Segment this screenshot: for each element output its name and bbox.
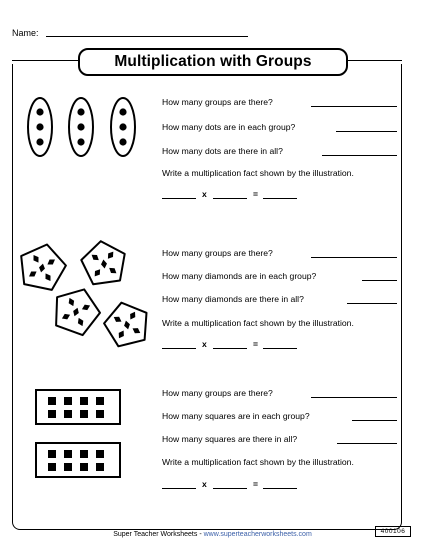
diamond-groups-illustration — [21, 241, 146, 346]
answer-line[interactable] — [322, 155, 397, 156]
footer-separator: - — [197, 531, 204, 538]
dot-groups-illustration — [28, 98, 135, 156]
times-sign: x — [202, 479, 207, 489]
diamond-group — [81, 241, 124, 284]
answer-line[interactable] — [337, 443, 397, 444]
footer-url-link[interactable]: www.superteacherworksheets.com — [203, 531, 312, 538]
fact-blank[interactable] — [213, 348, 247, 349]
answer-line[interactable] — [311, 257, 397, 258]
answer-line[interactable] — [347, 303, 397, 304]
times-sign: x — [202, 339, 207, 349]
question-fact: Write a multiplication fact shown by the illustration. — [162, 457, 354, 467]
question-per-group: How many squares are in each group? — [162, 411, 310, 421]
fact-blank[interactable] — [162, 488, 196, 489]
diamond-group — [56, 289, 100, 335]
answer-line[interactable] — [352, 420, 397, 421]
dot-group — [28, 98, 52, 156]
worksheet-code: 400106 — [375, 526, 411, 537]
fact-blank[interactable] — [162, 198, 196, 199]
fact-blank[interactable] — [263, 348, 297, 349]
page-title: Multiplication with Groups — [78, 48, 348, 76]
diamond-group — [21, 245, 66, 290]
square-group — [36, 390, 120, 424]
question-per-group: How many dots are in each group? — [162, 122, 296, 132]
dot-group — [111, 98, 135, 156]
equals-sign: = — [253, 189, 259, 199]
question-total: How many squares are there in all? — [162, 434, 298, 444]
times-sign: x — [202, 189, 207, 199]
answer-line[interactable] — [311, 106, 397, 107]
question-groups: How many groups are there? — [162, 248, 273, 258]
question-groups: How many groups are there? — [162, 97, 273, 107]
footer — [0, 531, 425, 538]
question-total: How many dots are there in all? — [162, 146, 283, 156]
question-per-group: How many diamonds are in each group? — [162, 271, 317, 281]
fact-blank[interactable] — [263, 488, 297, 489]
answer-line[interactable] — [311, 397, 397, 398]
equals-sign: = — [253, 479, 259, 489]
question-fact: Write a multiplication fact shown by the illustration. — [162, 168, 354, 178]
name-label: Name: — [12, 28, 39, 38]
answer-line[interactable] — [362, 280, 397, 281]
dot-group — [69, 98, 93, 156]
fact-blank[interactable] — [263, 198, 297, 199]
footer-brand: Super Teacher Worksheets — [113, 531, 198, 538]
fact-blank[interactable] — [213, 488, 247, 489]
question-fact: Write a multiplication fact shown by the illustration. — [162, 318, 354, 328]
question-total: How many diamonds are there in all? — [162, 294, 304, 304]
fact-blank[interactable] — [213, 198, 247, 199]
answer-line[interactable] — [336, 131, 397, 132]
fact-blank[interactable] — [162, 348, 196, 349]
square-groups-illustration — [36, 390, 120, 477]
diamond-group — [104, 303, 146, 347]
equals-sign: = — [253, 339, 259, 349]
question-groups: How many groups are there? — [162, 388, 273, 398]
square-group — [36, 443, 120, 477]
